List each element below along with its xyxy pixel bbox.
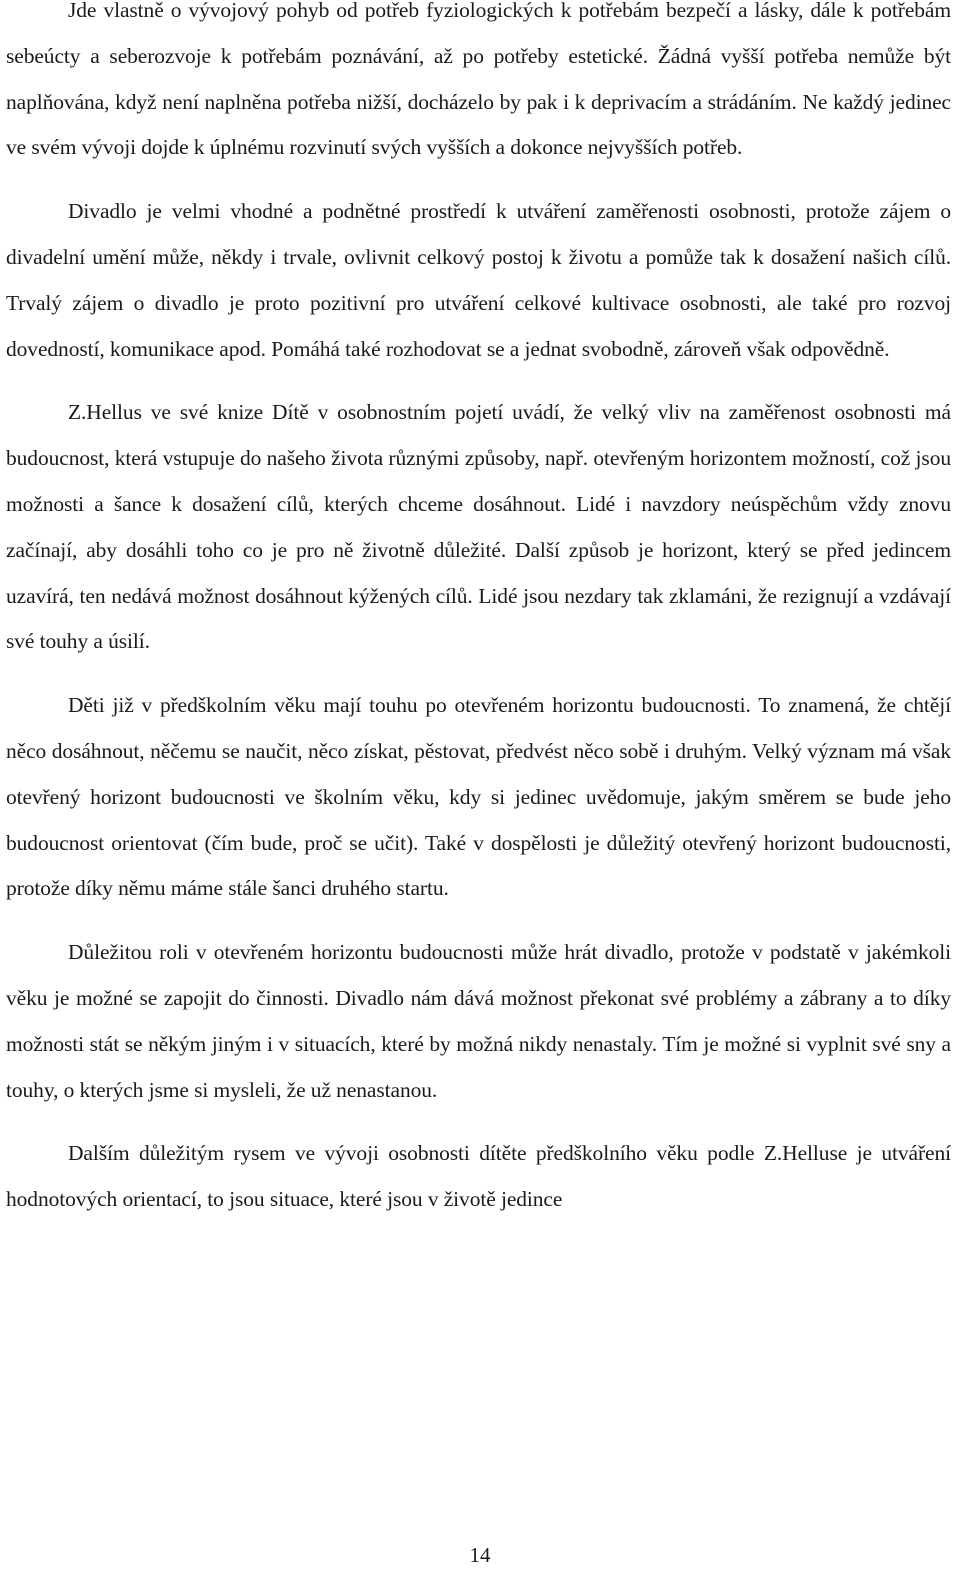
paragraph-needs-development: Jde vlastně o vývojový pohyb od potřeb fyziologických k potřebám bezpečí a lásky, dále k potřebám sebeúcty a seberozvoje k potřebám poznávání, až po potřeby estetické. Žádná vyšší potřeba nemůže být naplňována, když není naplněna potřeba nižší, docházelo by pak i k deprivacím a strádáním. Ne každý jedinec ve svém vývoji dojde k úplnému rozvinutí svých vyšších a dokonce nejvyšších potřeb. xyxy=(6,0,951,160)
document-page xyxy=(6,0,951,1223)
paragraph-hellus-future: Z.Hellus ve své knize Dítě v osobnostním pojetí uvádí, že velký vliv na zaměřenost osobnosti má budoucnost, která vstupuje do našeho života různými způsoby, např. otevřeným horizontem možností, což jsou možnosti a šance k dosažení cílů, kterých chceme dosáhnout. Lidé i navzdory neúspěchům vždy znovu začínají, aby dosáhli toho co je pro ně životně důležité. Další způsob je horizont, který se před jedincem uzavírá, ten nedává možnost dosáhnout kýžených cílů. Lidé jsou nezdary tak zklamáni, že rezignují a vzdávají své touhy a úsilí. xyxy=(6,400,951,654)
paragraph-children-horizon: Děti již v předškolním věku mají touhu po otevřeném horizontu budoucnosti. To znamená, že chtějí něco dosáhnout, něčemu se naučit, něco získat, pěstovat, předvést něco sobě i druhým. Velký význam má však otevřený horizont budoucnosti ve školním věku, kdy si jedinec uvědomuje, jakým směrem se bude jeho budoucnost orientovat (čím bude, proč se učit). Také v dospělosti je důležitý otevřený horizont budoucnosti, protože díky němu máme stále šanci druhého startu. xyxy=(6,693,951,901)
paragraph-value-orientations: Dalším důležitým rysem ve vývoji osobnosti dítěte předškolního věku podle Z.Helluse je utváření hodnotových orientací, to jsou situace, které jsou v životě jedince xyxy=(6,1141,951,1212)
page-number: 14 xyxy=(469,1543,491,1567)
paragraph-theatre-role: Důležitou roli v otevřeném horizontu budoucnosti může hrát divadlo, protože v podstatě v jakémkoli věku je možné se zapojit do činnosti. Divadlo nám dává možnost překonat své problémy a zábrany a to díky možnosti stát se někým jiným i v situacích, které by možná nikdy nenastaly. Tím je možné si vyplnit své sny a touhy, o kterých jsme si mysleli, že už nenastanou. xyxy=(6,940,951,1102)
paragraph-theatre-environment: Divadlo je velmi vhodné a podnětné prostředí k utváření zaměřenosti osobnosti, protože zájem o divadelní umění může, někdy i trvale, ovlivnit celkový postoj k životu a pomůže tak k dosažení našich cílů. Trvalý zájem o divadlo je proto pozitivní pro utváření celkové kultivace osobnosti, ale také pro rozvoj dovedností, komunikace apod. Pomáhá také rozhodovat se a jednat svobodně, zároveň však odpovědně. xyxy=(6,199,951,361)
